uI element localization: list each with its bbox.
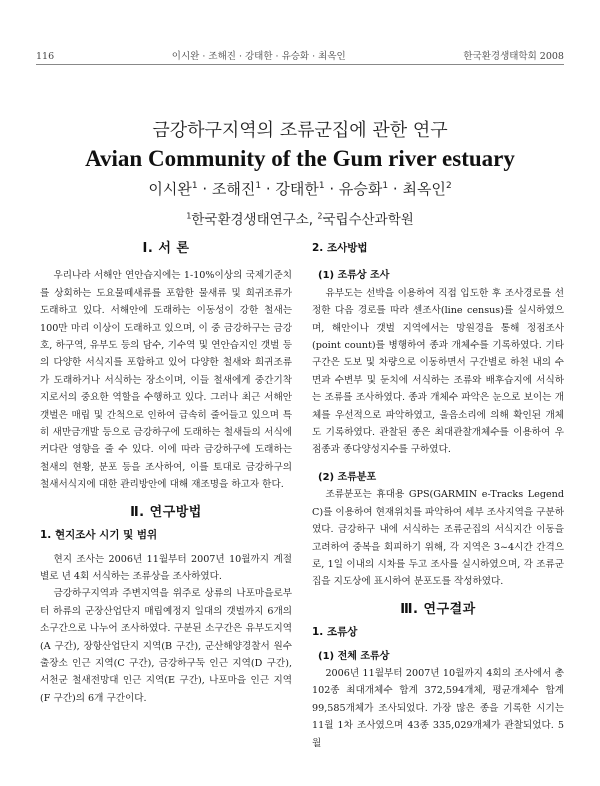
subsection-heading: (2) 조류분포 <box>318 471 377 483</box>
running-header <box>36 44 564 62</box>
author-name: 강태한 <box>275 180 319 198</box>
methods-heading: Ⅱ. 연구방법 <box>130 504 202 520</box>
intro-paragraph: 우리나라 서해안 연안습지에는 1-10%이상의 국제기준치를 상회하는 도요물떼새류를 포함한 물새류 및 희귀조류가 도래하고 있다. 서해안에 도래하는 이동성이 강한 철새는 100만 마리 이상이 도래하고 있으며, 이 중 금강하구는 금강호, 하구역, 유부도 등의 담수, 기수역 및 연안습지인 갯벌 등의 다양한 서식지를 포함하고 있어 다양한 철새와 희귀조류가 도래하거나 서식하는 장소이며, 이들 철새에게 중간기착지로서의 중요한 역할을 수행하고 있다. 그러나 최근 서해안 갯벌은 매립 및 간척으로 인하여 급속히 줄어들고 있으며 특히 새만금개발 등으로 금강하구에 도래하는 철새들의 서식에 커다란 영향을 줄 수 있다. 이에 따라 금강하구에 도래하는 철새의 현황, 분포 등을 조사하여, 이를 토대로 금강하구의 철새서식지에 대한 관리방안에 대해 재조명을 하고자 한다. <box>40 270 292 491</box>
affiliation-name: 국립수산과학원 <box>322 212 414 228</box>
section-heading: 1. 현지조사 시기 및 범위 <box>40 529 158 542</box>
affil-mark: 2 <box>317 210 323 221</box>
header-authors: 이시완 · 조해진 · 강태한 · 유승화 · 최옥인 <box>171 51 346 62</box>
subsection-heading: (1) 조류상 조사 <box>318 270 390 282</box>
title-english: Avian Community of the Gum river estuary <box>85 146 515 171</box>
methods-paragraph: 금강하구지역과 주변지역을 위주로 상류의 나포마을로부터 하류의 군장산업단지 매립예정지 일대의 갯벌까지 6개의 소구간으로 나누어 조사하였다. 구분된 소구간은 유부도지역(A 구간), 장항산업단지 지역(B 구간), 군산해양경찰서 원수출장소 인근 지역(C 구간), 금강하구둑 인근 지역(D 구간), 서천군 철새전망대 인근 지역(E 구간), 나포마을 인근 지역(F 구간)의 6개 구간이다. <box>40 588 292 704</box>
author-affil-mark: 2 <box>445 181 452 191</box>
author-name: 최옥인 <box>402 180 446 198</box>
section-heading: 2. 조사방법 <box>312 242 368 254</box>
right-column <box>312 240 564 752</box>
results-paragraph: 2006년 11월부터 2007년 10월까지 4회의 조사에서 총 102종 최대개체수 합계 372,594개체, 평균개체수 합계 99,585개체가 조사되었다. 가장 많은 종을 기록한 시기는 11월 1차 조사였으며 43종 335,029개체가 관찰되었다. 5월 <box>312 667 564 749</box>
methods-paragraph: 조류분포는 휴대용 GPS(GARMIN e-Tracks Legend C)를 이용하여 현재위치를 파악하여 세부 조사지역을 구분하였다. 금강하구 내에 서식하는 조류군집의 서식지간 이동을 고려하여 중복을 회피하기 위해, 각 지역은 3~4시간 간격으로, 1일 이내의 시차를 두고 조사를 실시하였으며, 각 조류군집을 지도상에 표시하여 분포도를 작성하였다. <box>312 489 564 588</box>
header-journal: 한국환경생태학회 2008 <box>463 51 564 62</box>
methods-paragraph: 현지 조사는 2006년 11월부터 2007년 10월까지 계절별로 년 4회 서식하는 조류상을 조사하였다. <box>40 553 292 582</box>
author-name: 이시완 <box>148 180 192 198</box>
affiliation-name: 한국환경생태연구소, <box>191 212 318 228</box>
intro-heading: Ⅰ. 서 론 <box>142 241 190 256</box>
author-name: 유승화 <box>338 180 383 198</box>
author-affil-mark: 1 <box>255 181 262 191</box>
author-line: 이시완$^1$ · 조해진$^1$ · 강태한$^1$ · 유승화$^1$ · 최옥인$^2$ <box>148 180 452 198</box>
methods-paragraph: 유부도는 선박을 이용하여 직접 입도한 후 조사경로를 선정한 다음 경로를 따라 센조사(line census)를 실시하였으며, 해안이나 갯벌 지역에서는 망원경을 통해 정점조사(point count)를 병행하여 종과 개체수를 기록하였다. 기타 구간은 도보 및 차량으로 이동하면서 구간별로 하천 내의 수면과 수변부 및 둔치에 서식하는 조류와 배후습지에 서식하는 조류를 조사하였다. 종과 개체수 파악은 눈으로 보이는 개체를 우선적으로 파악하였고, 울음소리에 의해 확인된 개체도 기록하였다. 관찰된 종은 최대관찰개체수를 이용하여 우점종과 종다양성지수를 구하였다. <box>312 287 564 456</box>
author-affil-mark: 1 <box>318 181 325 191</box>
header-rule <box>36 64 564 65</box>
affil-mark: 1 <box>186 210 192 221</box>
affiliations <box>0 208 600 228</box>
results-heading: Ⅲ. 연구결과 <box>400 601 476 617</box>
left-column <box>40 240 292 707</box>
subsection-heading: (1) 전체 조류상 <box>318 650 390 662</box>
page-number: 116 <box>36 51 55 62</box>
title-korean: 금강하구지역의 조류군집에 관한 연구 <box>152 120 448 141</box>
author-affil-mark: 1 <box>191 181 198 191</box>
author-affil-mark: 1 <box>382 181 389 191</box>
section-heading: 1. 조류상 <box>312 626 358 639</box>
author-name: 조해진 <box>211 180 256 198</box>
